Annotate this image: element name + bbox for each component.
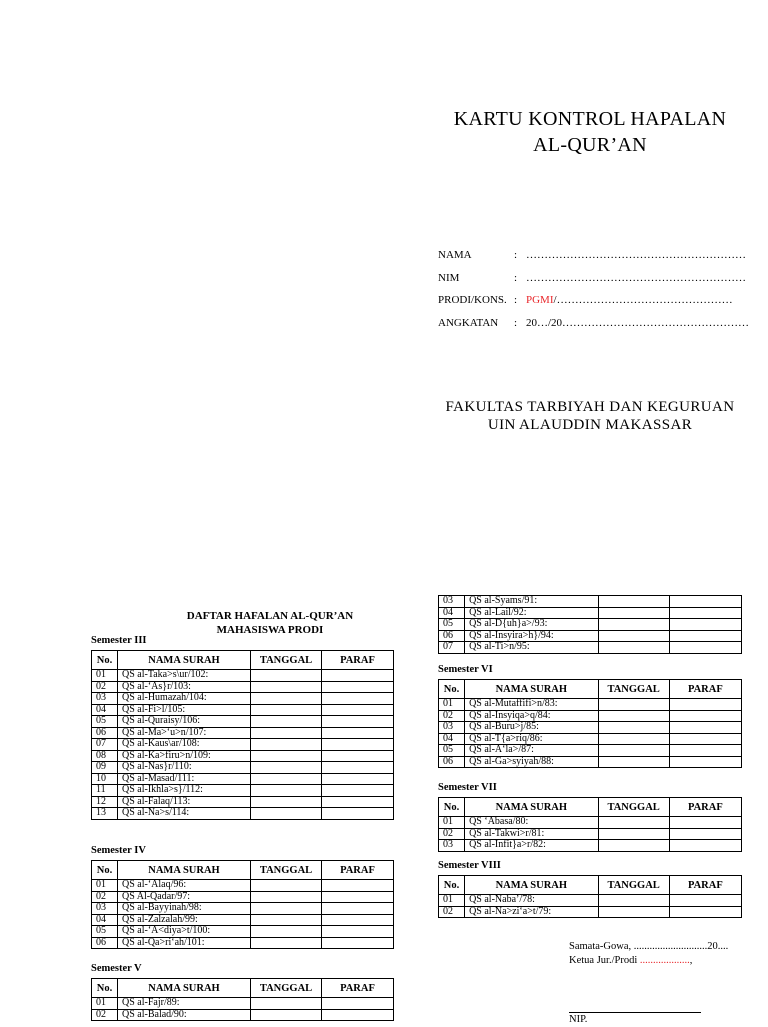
signature-role-text: Ketua Jur./Prodi [569, 955, 638, 966]
sign-cell [669, 733, 741, 745]
semester-label: Semester VII [438, 782, 497, 793]
sign-cell [669, 642, 741, 654]
table-row [92, 739, 394, 751]
surah-name: QS al-Ikhla>s}/112: [118, 785, 251, 797]
field-nama [438, 248, 746, 262]
signature-nip: NIP. [569, 1014, 588, 1025]
semester-label: Semester VI [438, 664, 493, 675]
date-cell [598, 745, 669, 757]
table-row [439, 756, 742, 768]
sign-cell [322, 785, 394, 797]
table-header-row [439, 876, 742, 895]
date-cell [251, 903, 322, 915]
date-cell [598, 722, 669, 734]
row-number: 13 [92, 808, 118, 820]
date-cell [251, 693, 322, 705]
date-cell [598, 710, 669, 722]
sign-cell [669, 756, 741, 768]
col-header-sign: PARAF [322, 861, 394, 880]
row-number: 01 [92, 880, 118, 892]
table-header-row [439, 798, 742, 817]
date-cell [598, 756, 669, 768]
semester-8-table [438, 875, 742, 918]
date-cell [251, 880, 322, 892]
row-number: 03 [92, 693, 118, 705]
table-row [92, 670, 394, 682]
date-cell [251, 773, 322, 785]
semester-label: Semester III [91, 635, 147, 646]
surah-name: QS ‘Abasa/80: [465, 817, 598, 829]
field-label: NAMA [438, 249, 472, 261]
row-number: 06 [439, 756, 465, 768]
table-row [92, 903, 394, 915]
row-number: 05 [439, 619, 465, 631]
field-prefix: PGMI [526, 294, 554, 306]
signature-role [569, 954, 692, 968]
semester-7-table [438, 797, 742, 852]
row-number: 02 [439, 710, 465, 722]
surah-name: QS al-Ti>n/95: [465, 642, 598, 654]
semester-label: Semester VIII [438, 860, 501, 871]
row-number: 03 [439, 722, 465, 734]
surah-name: QS al-Buru>j/85: [465, 722, 598, 734]
surah-name: QS al-T{a>riq/86: [465, 733, 598, 745]
surah-name: QS al-Bayyinah/98: [118, 903, 251, 915]
field-prodi [438, 293, 733, 307]
row-number: 05 [92, 926, 118, 938]
sign-cell [322, 1009, 394, 1021]
sign-cell [669, 840, 741, 852]
col-header-surah: NAMA SURAH [118, 651, 251, 670]
surah-name: QS al-Lail/92: [465, 607, 598, 619]
col-header-surah: NAMA SURAH [465, 798, 598, 817]
table-row [92, 704, 394, 716]
table-row [92, 796, 394, 808]
table-row [439, 895, 742, 907]
date-cell [598, 828, 669, 840]
col-header-surah: NAMA SURAH [465, 876, 598, 895]
surah-name: QS al-D{uh}a>/93: [465, 619, 598, 631]
semester-label: Semester V [91, 963, 142, 974]
surah-name: QS al-Takwi>r/81: [465, 828, 598, 840]
surah-name: QS al-Ga>syiyah/88: [465, 756, 598, 768]
date-cell [251, 670, 322, 682]
table-header-row [92, 979, 394, 998]
row-number: 12 [92, 796, 118, 808]
sign-cell [322, 926, 394, 938]
col-header-no: No. [439, 680, 465, 699]
field-value: …………………………………………………… [526, 249, 746, 261]
table-row [92, 693, 394, 705]
table-row [439, 817, 742, 829]
date-cell [251, 891, 322, 903]
row-number: 04 [439, 733, 465, 745]
surah-name: QS al-Insyira>h}/94: [465, 630, 598, 642]
table-row [439, 722, 742, 734]
date-cell [251, 727, 322, 739]
sign-cell [322, 670, 394, 682]
sign-cell [669, 630, 741, 642]
table-row [92, 937, 394, 949]
row-number: 05 [439, 745, 465, 757]
sign-cell [322, 773, 394, 785]
surah-name: QS al-Nas}r/110: [118, 762, 251, 774]
row-number: 02 [92, 681, 118, 693]
surah-name: QS al-‘A<diya>t/100: [118, 926, 251, 938]
sign-cell [322, 903, 394, 915]
sign-cell [322, 796, 394, 808]
surah-name: QS al-Fi>l/105: [118, 704, 251, 716]
date-cell [251, 796, 322, 808]
surah-name: QS al-Na>s/114: [118, 808, 251, 820]
row-number: 06 [439, 630, 465, 642]
field-colon: : [514, 294, 518, 306]
col-header-sign: PARAF [322, 651, 394, 670]
date-cell [251, 998, 322, 1010]
surah-name: QS al-Zalzalah/99: [118, 914, 251, 926]
surah-name: QS al-Insyiqa>q/84: [465, 710, 598, 722]
field-label: PRODI/KONS. [438, 294, 507, 306]
table-row [92, 762, 394, 774]
sign-cell [322, 891, 394, 903]
col-header-sign: PARAF [669, 798, 741, 817]
table-row [92, 681, 394, 693]
row-number: 11 [92, 785, 118, 797]
field-colon: : [514, 317, 518, 329]
list-title-line1: DAFTAR HAFALAN AL-QUR’AN [186, 610, 354, 622]
surah-name: QS al-Mutaffifi>n/83: [465, 699, 598, 711]
sign-cell [322, 693, 394, 705]
table-header-row [92, 861, 394, 880]
sign-cell [669, 596, 741, 608]
table-row [439, 607, 742, 619]
table-row [92, 785, 394, 797]
row-number: 03 [439, 596, 465, 608]
date-cell [598, 596, 669, 608]
surah-name: QS Al-Qadar/97: [118, 891, 251, 903]
signature-role-dots: ................... [639, 955, 690, 966]
table-header-row [92, 651, 394, 670]
row-number: 05 [92, 716, 118, 728]
sign-cell [669, 710, 741, 722]
date-cell [251, 762, 322, 774]
sign-cell [322, 739, 394, 751]
date-cell [598, 630, 669, 642]
col-header-no: No. [92, 861, 118, 880]
surah-name: QS al-Masad/111: [118, 773, 251, 785]
signature-role-end: , [689, 955, 693, 966]
date-cell [251, 704, 322, 716]
date-cell [598, 607, 669, 619]
col-header-no: No. [439, 876, 465, 895]
field-colon: : [514, 272, 518, 284]
sign-cell [669, 906, 741, 918]
table-row [92, 880, 394, 892]
semester-label: Semester IV [91, 845, 146, 856]
date-cell [598, 619, 669, 631]
sign-cell [322, 681, 394, 693]
col-header-date: TANGGAL [598, 680, 669, 699]
table-row [92, 1009, 394, 1021]
surah-name: QS al-Qa>ri‘ah/101: [118, 937, 251, 949]
table-row [92, 716, 394, 728]
row-number: 01 [92, 670, 118, 682]
row-number: 04 [92, 914, 118, 926]
date-cell [251, 926, 322, 938]
row-number: 02 [439, 828, 465, 840]
date-cell [251, 937, 322, 949]
surah-name: QS al-Infit}a>r/82: [465, 840, 598, 852]
sign-cell [322, 880, 394, 892]
date-cell [251, 1009, 322, 1021]
field-label: ANGKATAN [438, 317, 499, 329]
col-header-no: No. [92, 651, 118, 670]
table-row [92, 727, 394, 739]
table-row [92, 773, 394, 785]
field-value: 20…/20…………………………………………… [526, 317, 750, 329]
col-header-date: TANGGAL [598, 798, 669, 817]
col-header-sign: PARAF [322, 979, 394, 998]
date-cell [598, 906, 669, 918]
table-row [92, 914, 394, 926]
table-row [439, 710, 742, 722]
col-header-date: TANGGAL [251, 979, 322, 998]
surah-name: QS al-Na>zi‘a>t/79: [465, 906, 598, 918]
date-cell [598, 895, 669, 907]
field-nim [438, 271, 746, 285]
table-row [439, 733, 742, 745]
sign-cell [669, 828, 741, 840]
row-number: 06 [92, 937, 118, 949]
table-row [439, 630, 742, 642]
sign-cell [669, 607, 741, 619]
row-number: 07 [439, 642, 465, 654]
faculty-line2: UIN ALAUDDIN MAKASSAR [487, 417, 693, 433]
table-row [439, 699, 742, 711]
field-colon: : [514, 249, 518, 261]
row-number: 06 [92, 727, 118, 739]
col-header-surah: NAMA SURAH [465, 680, 598, 699]
signature-line [569, 1012, 701, 1013]
date-cell [251, 914, 322, 926]
sign-cell [322, 704, 394, 716]
table-row [92, 998, 394, 1010]
date-cell [251, 808, 322, 820]
row-number: 02 [92, 1009, 118, 1021]
date-cell [598, 699, 669, 711]
table-row [439, 745, 742, 757]
sign-cell [322, 914, 394, 926]
sign-cell [322, 716, 394, 728]
row-number: 02 [439, 906, 465, 918]
semester-5-continued-table [438, 595, 742, 654]
sign-cell [322, 808, 394, 820]
table-row [92, 891, 394, 903]
date-cell [251, 716, 322, 728]
field-value: /………………………………………… [553, 294, 733, 306]
date-cell [251, 681, 322, 693]
surah-name: QS al-‘Alaq/96: [118, 880, 251, 892]
semester-5-table [91, 978, 394, 1021]
col-header-date: TANGGAL [251, 861, 322, 880]
table-row [439, 619, 742, 631]
surah-name: QS al-A‘la>/87: [465, 745, 598, 757]
field-value: …………………………………………………… [526, 272, 746, 284]
table-row [439, 828, 742, 840]
row-number: 03 [439, 840, 465, 852]
table-row [92, 926, 394, 938]
table-row [92, 750, 394, 762]
sign-cell [322, 937, 394, 949]
surah-name: QS al-Falaq/113: [118, 796, 251, 808]
row-number: 01 [439, 699, 465, 711]
surah-name: QS al-Kaus\ar/108: [118, 739, 251, 751]
sign-cell [669, 722, 741, 734]
col-header-surah: NAMA SURAH [118, 979, 251, 998]
row-number: 01 [439, 817, 465, 829]
surah-name: QS al-Ma>‘u>n/107: [118, 727, 251, 739]
sign-cell [669, 745, 741, 757]
surah-name: QS al-Ka>firu>n/109: [118, 750, 251, 762]
table-header-row [439, 680, 742, 699]
card-title [430, 106, 750, 158]
surah-name: QS al-Humazah/104: [118, 693, 251, 705]
signature-place-date: Samata-Gowa, ............................20.... [569, 941, 729, 952]
date-cell [251, 785, 322, 797]
row-number: 07 [92, 739, 118, 751]
sign-cell [669, 619, 741, 631]
surah-name: QS al-Fajr/89: [118, 998, 251, 1010]
list-title-line2: MAHASISWA PRODI [216, 624, 324, 636]
sign-cell [669, 699, 741, 711]
row-number: 04 [92, 704, 118, 716]
row-number: 09 [92, 762, 118, 774]
date-cell [598, 642, 669, 654]
surah-name: QS al-‘As}r/103: [118, 681, 251, 693]
row-number: 01 [92, 998, 118, 1010]
surah-name: QS al-Naba’/78: [465, 895, 598, 907]
col-header-date: TANGGAL [598, 876, 669, 895]
semester-3-table [91, 650, 394, 820]
row-number: 03 [92, 903, 118, 915]
row-number: 04 [439, 607, 465, 619]
field-angkatan [438, 316, 749, 330]
semester-4-table [91, 860, 394, 949]
row-number: 10 [92, 773, 118, 785]
card-title-line1: KARTU KONTROL HAPALAN [453, 108, 727, 130]
row-number: 08 [92, 750, 118, 762]
card-title-line2: AL-QUR’AN [533, 134, 647, 156]
date-cell [598, 840, 669, 852]
col-header-surah: NAMA SURAH [118, 861, 251, 880]
date-cell [598, 733, 669, 745]
surah-name: QS al-Taka>s\ur/102: [118, 670, 251, 682]
surah-name: QS al-Syams/91: [465, 596, 598, 608]
sign-cell [322, 750, 394, 762]
table-row [439, 906, 742, 918]
sign-cell [322, 762, 394, 774]
list-title [120, 609, 420, 637]
faculty-line1: FAKULTAS TARBIYAH DAN KEGURUAN [445, 399, 735, 415]
date-cell [251, 750, 322, 762]
col-header-no: No. [92, 979, 118, 998]
faculty-name [430, 398, 750, 434]
sign-cell [322, 998, 394, 1010]
col-header-sign: PARAF [669, 876, 741, 895]
row-number: 01 [439, 895, 465, 907]
table-row [439, 642, 742, 654]
field-label: NIM [438, 272, 460, 284]
date-cell [251, 739, 322, 751]
col-header-no: No. [439, 798, 465, 817]
table-row [92, 808, 394, 820]
sign-cell [669, 895, 741, 907]
col-header-date: TANGGAL [251, 651, 322, 670]
row-number: 02 [92, 891, 118, 903]
semester-6-table [438, 679, 742, 768]
surah-name: QS al-Quraisy/106: [118, 716, 251, 728]
table-row [439, 840, 742, 852]
col-header-sign: PARAF [669, 680, 741, 699]
surah-name: QS al-Balad/90: [118, 1009, 251, 1021]
sign-cell [669, 817, 741, 829]
date-cell [598, 817, 669, 829]
sign-cell [322, 727, 394, 739]
table-row [439, 596, 742, 608]
